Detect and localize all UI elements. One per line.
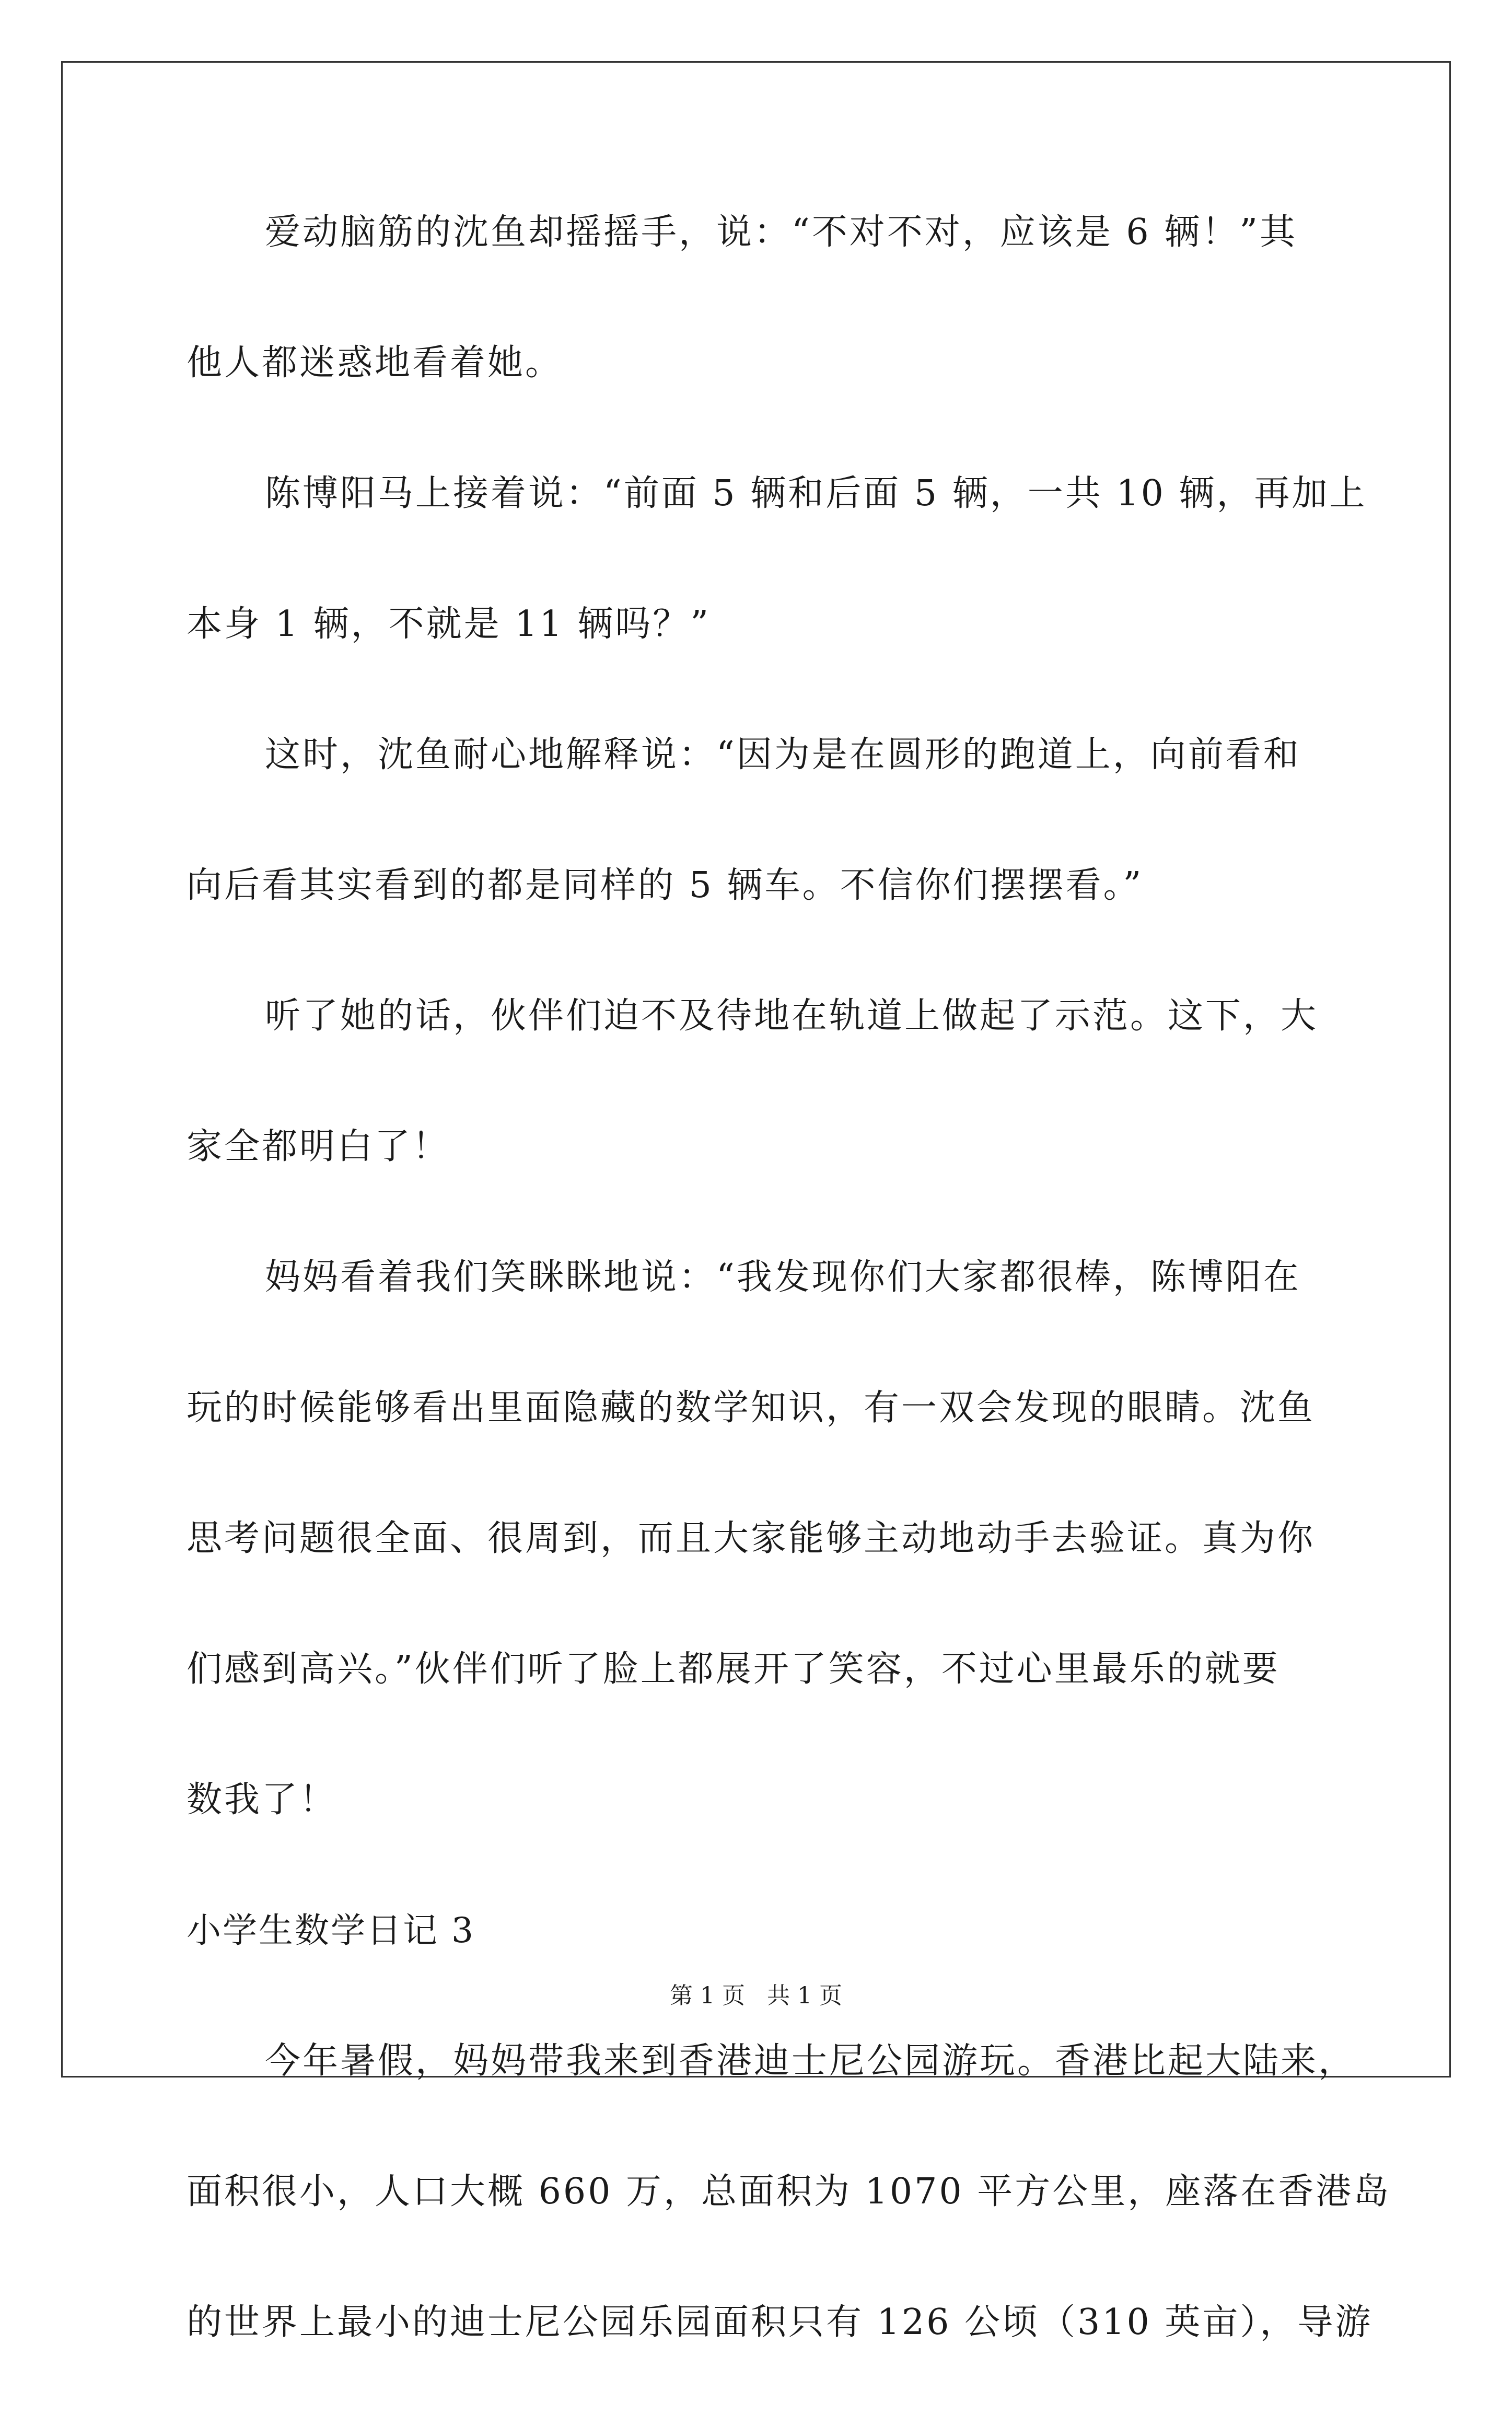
text-line-11: 思考问题很全面、很周到，而且大家能够主动地动手去验证。真为你 [187, 1518, 1316, 1559]
text-line-7: 听了她的话，伙伴们迫不及待地在轨道上做起了示范。这下，大 [265, 995, 1319, 1037]
text-line-2: 他人都迷惑地看着她。 [187, 342, 563, 384]
text-line-6: 向后看其实看到的都是同样的 5 辆车。不信你们摆摆看。” [187, 865, 1144, 906]
text-line-3: 陈博阳马上接着说：“前面 5 辆和后面 5 辆，一共 10 辆，再加上 [265, 473, 1367, 514]
section-heading: 小学生数学日记 3 [187, 1910, 475, 1951]
document-body [187, 193, 1391, 2414]
current-page-label: 第 1 页 [670, 1982, 745, 2009]
text-line-4: 本身 1 辆，不就是 11 辆吗？” [187, 604, 711, 645]
text-line-8: 家全都明白了！ [187, 1126, 450, 1167]
text-line-16: 面积很小，人口大概 660 万，总面积为 1070 平方公里，座落在香港岛 [187, 2171, 1391, 2212]
text-line-5: 这时，沈鱼耐心地解释说：“因为是在圆形的跑道上，向前看和 [265, 734, 1301, 775]
page-footer [0, 1980, 1512, 2012]
text-line-10: 玩的时候能够看出里面隐藏的数学知识，有一双会发现的眼睛。沈鱼 [187, 1387, 1316, 1429]
text-line-9: 妈妈看着我们笑眯眯地说：“我发现你们大家都很棒，陈博阳在 [265, 1257, 1301, 1298]
text-line-15: 今年暑假，妈妈带我来到香港迪士尼公园游玩。香港比起大陆来， [265, 2040, 1356, 2082]
total-pages-label: 共 1 页 [767, 1982, 842, 2009]
text-line-12: 们感到高兴。”伙伴们听了脸上都展开了笑容，不过心里最乐的就要 [187, 1649, 1280, 1690]
text-line-1: 爱动脑筋的沈鱼却摇摇手，说：“不对不对，应该是 6 辆！”其 [265, 212, 1298, 253]
text-line-13: 数我了！ [187, 1779, 338, 1820]
text-line-17: 的世界上最小的迪士尼公园乐园面积只有 126 公顷（310 英亩），导游 [187, 2302, 1373, 2343]
